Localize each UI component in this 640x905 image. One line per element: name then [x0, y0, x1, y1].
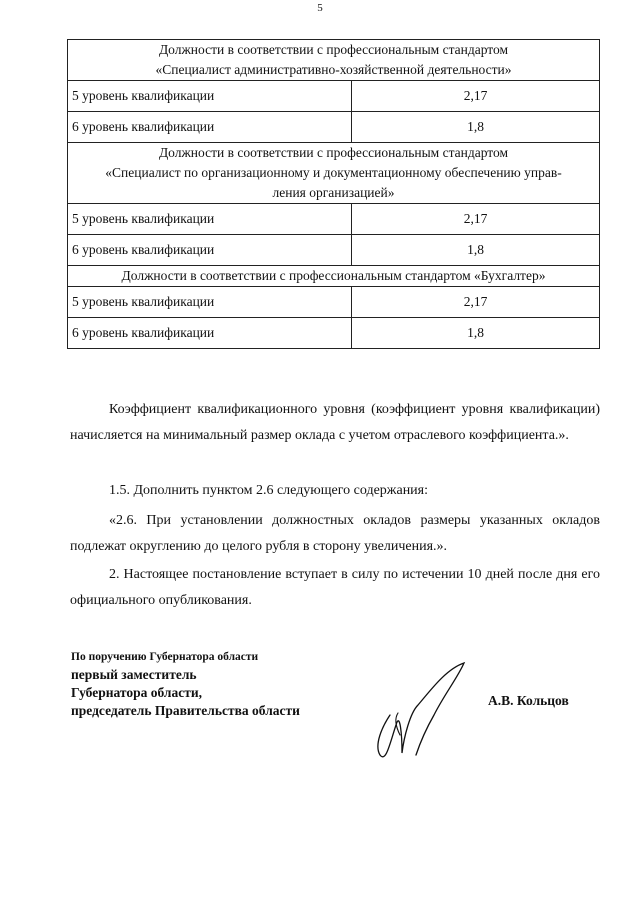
table-section-heading: [68, 266, 600, 287]
section-heading-line: «Специалист административно-хозяйственной деятельности»: [155, 62, 512, 77]
section-heading-line: ления организацией»: [272, 185, 395, 200]
handwritten-signature: [360, 655, 470, 765]
coefficient-table: [67, 39, 600, 349]
table-section-heading: [68, 143, 600, 204]
qualification-level: 5 уровень квалификации: [68, 287, 352, 318]
table-row: [68, 112, 600, 143]
table-row: [68, 318, 600, 349]
coefficient-value: 2,17: [352, 81, 600, 112]
section-heading-line: Должности в соответствии с профессиональным стандартом: [158, 145, 509, 160]
section-heading-line: Должности в соответствии с профессиональным стандартом: [158, 42, 509, 57]
section-heading-line: Должности в соответствии с профессиональным стандартом «Бухгалтер»: [121, 268, 546, 283]
qualification-level: 6 уровень квалификации: [68, 235, 352, 266]
table-section-heading: [68, 40, 600, 81]
qualification-level: 6 уровень квалификации: [68, 318, 352, 349]
paragraph-clause-2-6: «2.6. При установлении должностных окладов размеры указанных окладов подлежат округлению до целого рубля в сторону увеличения.».: [70, 513, 600, 554]
signatory-block: [71, 648, 300, 720]
signatory-line: По поручению Губернатора области: [71, 651, 259, 663]
coefficient-value: 1,8: [352, 235, 600, 266]
table-row: [68, 235, 600, 266]
table-row: [68, 81, 600, 112]
qualification-level: 5 уровень квалификации: [68, 204, 352, 235]
coefficient-value: 1,8: [352, 318, 600, 349]
paragraph-coefficient-note: Коэффициент квалификационного уровня (коэффициент уровня квалификации) начисляется на минимальный размер оклада с учетом отраслевого коэффициента.».: [70, 402, 600, 443]
table-row: [68, 204, 600, 235]
signatory-name: А.В. Кольцов: [488, 693, 569, 708]
section-heading-line: «Специалист по организационному и документационному обеспечению управ-: [105, 165, 562, 180]
page-number: 5: [317, 2, 323, 14]
coefficient-value: 2,17: [352, 287, 600, 318]
qualification-level: 6 уровень квалификации: [68, 112, 352, 143]
signatory-line: первый заместитель: [71, 667, 197, 682]
paragraph-clause-1-5: 1.5. Дополнить пунктом 2.6 следующего содержания:: [109, 483, 429, 498]
signatory-line: председатель Правительства области: [71, 703, 300, 718]
coefficient-value: 1,8: [352, 112, 600, 143]
qualification-level: 5 уровень квалификации: [68, 81, 352, 112]
paragraph-effective-date: 2. Настоящее постановление вступает в силу по истечении 10 дней после дня его официального опубликования.: [70, 567, 600, 608]
signatory-line: Губернатора области,: [71, 685, 202, 700]
coefficient-value: 2,17: [352, 204, 600, 235]
table-row: [68, 287, 600, 318]
